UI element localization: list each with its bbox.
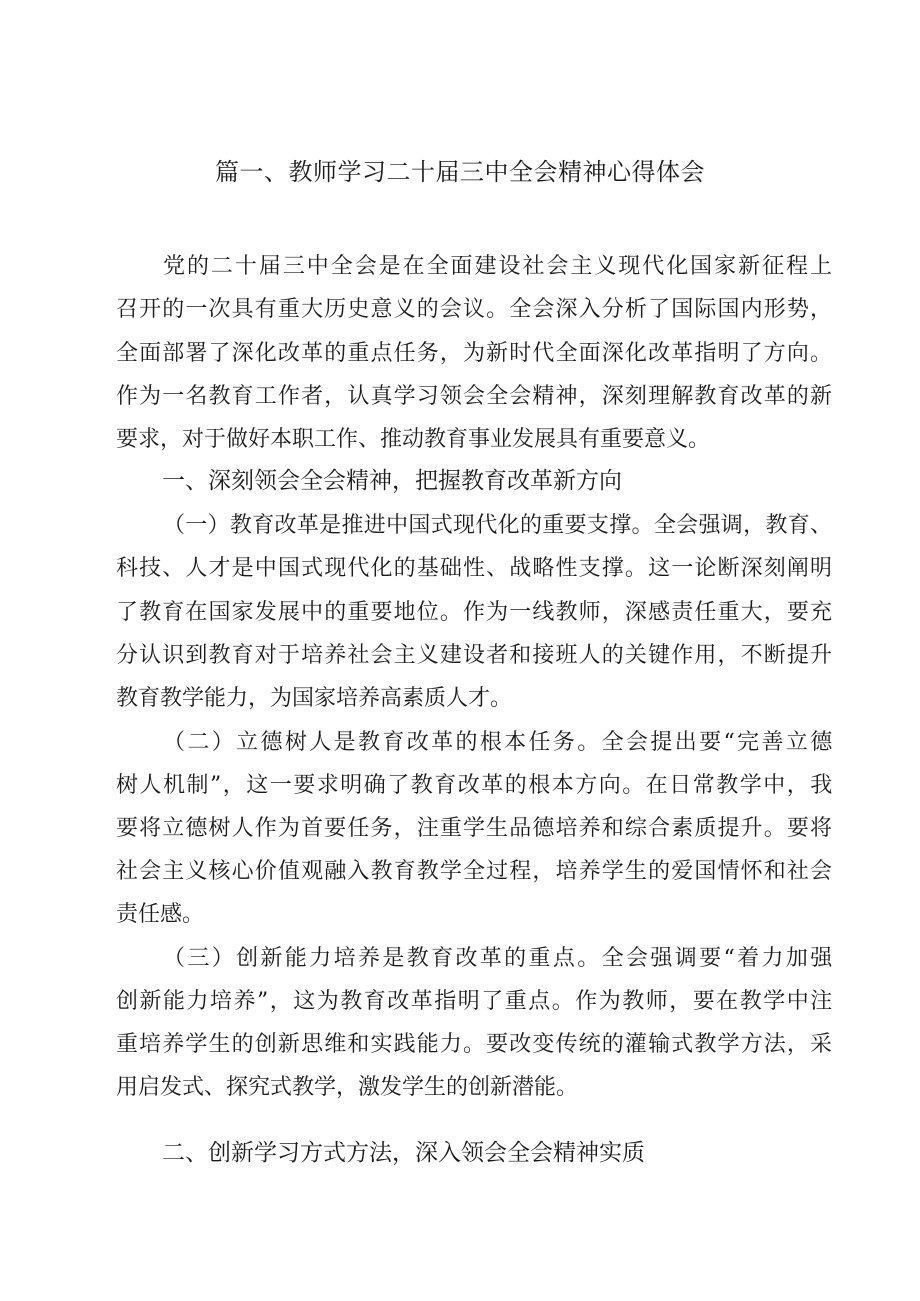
s1-p3-line-2: 创新能力培养”，这为教育改革指明了重点。作为教师，要在教学中注 <box>116 989 834 1014</box>
s1-p1-line-1: （一）教育改革是推进中国式现代化的重要支撑。全会强调，教育、 <box>163 513 833 538</box>
s1-p1-line-3: 了教育在国家发展中的重要地位。作为一线教师，深感责任重大，要充 <box>116 600 834 625</box>
s1-p2-line-3: 要将立德树人作为首要任务，注重学生品德培养和综合素质提升。要将 <box>116 816 834 841</box>
s1-p1-line-5: 教育教学能力，为国家培养高素质人才。 <box>116 686 513 711</box>
section-2-heading: 二、创新学习方式方法，深入领会全会精神实质 <box>162 1140 645 1166</box>
s1-p2-line-5: 责任感。 <box>116 902 205 927</box>
section-1-heading: 一、深刻领会全会精神，把握教育改革新方向 <box>162 468 622 494</box>
s1-p2-line-2: 树人机制”，这一要求明确了教育改革的根本方向。在日常教学中，我 <box>116 773 834 798</box>
s1-p1-line-4: 分认识到教育对于培养社会主义建设者和接班人的关键作用，不断提升 <box>116 643 834 668</box>
intro-line-3: 全面部署了深化改革的重点任务，为新时代全面深化改革指明了方向。 <box>116 341 834 366</box>
s1-p3-line-4: 用启发式、探究式教学，激发学生的创新潜能。 <box>116 1075 579 1100</box>
intro-line-2: 召开的一次具有重大历史意义的会议。全会深入分析了国际国内形势， <box>116 297 834 322</box>
document-title: 篇一、教师学习二十届三中全会精神心得体会 <box>215 158 705 186</box>
intro-line-4: 作为一名教育工作者，认真学习领会全会精神，深刻理解教育改革的新 <box>116 384 834 409</box>
s1-p2-line-4: 社会主义核心价值观融入教育教学全过程，培养学生的爱国情怀和社会 <box>116 859 834 884</box>
intro-line-1: 党的二十届三中全会是在全面建设社会主义现代化国家新征程上 <box>163 254 834 279</box>
intro-line-5: 要求，对于做好本职工作、推动教育事业发展具有重要意义。 <box>116 427 711 452</box>
s1-p1-line-2: 科技、人才是中国式现代化的基础性、战略性支撑。这一论断深刻阐明 <box>116 556 834 581</box>
s1-p2-line-1: （二）立德树人是教育改革的根本任务。全会提出要“完善立德 <box>163 730 835 755</box>
s1-p3-line-3: 重培养学生的创新思维和实践能力。要改变传统的灌输式教学方法，采 <box>116 1032 834 1057</box>
s1-p3-line-1: （三）创新能力培养是教育改革的重点。全会强调要“着力加强 <box>163 946 835 971</box>
